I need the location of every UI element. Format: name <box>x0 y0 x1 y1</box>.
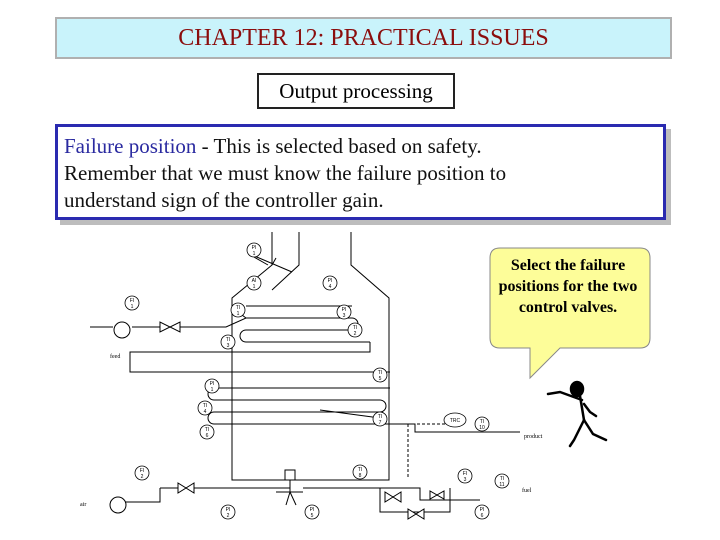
svg-text:PI: PI <box>327 278 333 284</box>
svg-text:2: 2 <box>353 331 357 337</box>
svg-text:FI: FI <box>462 471 468 477</box>
svg-text:1: 1 <box>236 311 240 317</box>
svg-text:TI: TI <box>352 325 358 331</box>
product-label: product <box>524 434 543 440</box>
svg-text:2: 2 <box>226 513 230 519</box>
svg-text:1: 1 <box>252 284 256 290</box>
svg-text:2: 2 <box>140 474 144 480</box>
svg-text:5: 5 <box>310 513 314 519</box>
svg-text:8: 8 <box>358 473 362 479</box>
fuel-label: fuel <box>522 488 532 494</box>
svg-text:11: 11 <box>499 482 505 488</box>
body-term: Failure position <box>64 134 197 158</box>
svg-text:1: 1 <box>252 251 256 257</box>
svg-text:TI: TI <box>357 467 363 473</box>
svg-text:PI: PI <box>309 507 315 513</box>
svg-text:3: 3 <box>342 313 346 319</box>
svg-text:PI: PI <box>341 307 347 313</box>
svg-text:5: 5 <box>378 376 382 382</box>
body-line-1: - This is selected based on safety. <box>196 134 482 158</box>
svg-text:3: 3 <box>226 343 230 349</box>
trc-label: TRC <box>449 418 461 424</box>
svg-text:PI: PI <box>479 507 485 513</box>
svg-text:1: 1 <box>130 304 134 310</box>
svg-text:FI: FI <box>139 468 145 474</box>
svg-text:1: 1 <box>210 387 214 393</box>
svg-text:6: 6 <box>205 433 209 439</box>
air-label: air <box>80 502 87 508</box>
svg-text:PI: PI <box>225 507 231 513</box>
svg-text:AI: AI <box>251 278 257 284</box>
svg-text:4: 4 <box>203 409 207 415</box>
svg-text:TI: TI <box>202 403 208 409</box>
svg-text:PI: PI <box>209 381 215 387</box>
slide-title: CHAPTER 12: PRACTICAL ISSUES <box>55 17 672 59</box>
svg-text:TI: TI <box>479 419 485 425</box>
body-line-3: understand sign of the controller gain. <box>64 188 384 212</box>
svg-text:TI: TI <box>235 305 241 311</box>
pointing-figure-icon <box>548 382 606 446</box>
body-line-2: Remember that we must know the failure position to <box>64 161 507 185</box>
svg-text:TI: TI <box>204 427 210 433</box>
svg-text:TI: TI <box>499 476 505 482</box>
feed-label: feed <box>110 354 121 360</box>
svg-text:TI: TI <box>225 337 231 343</box>
callout-text: Select the failure positions for the two control valves. <box>498 257 638 316</box>
slide-subtitle: Output processing <box>257 73 455 109</box>
svg-text:TI: TI <box>377 414 383 420</box>
svg-text:6: 6 <box>480 513 484 519</box>
svg-text:10: 10 <box>479 425 485 431</box>
svg-text:7: 7 <box>378 420 382 426</box>
instrument-pi-top-tag: PI <box>251 245 257 251</box>
svg-text:TI: TI <box>377 370 383 376</box>
svg-text:4: 4 <box>328 284 332 290</box>
svg-text:3: 3 <box>463 477 467 483</box>
svg-text:FI: FI <box>129 298 135 304</box>
